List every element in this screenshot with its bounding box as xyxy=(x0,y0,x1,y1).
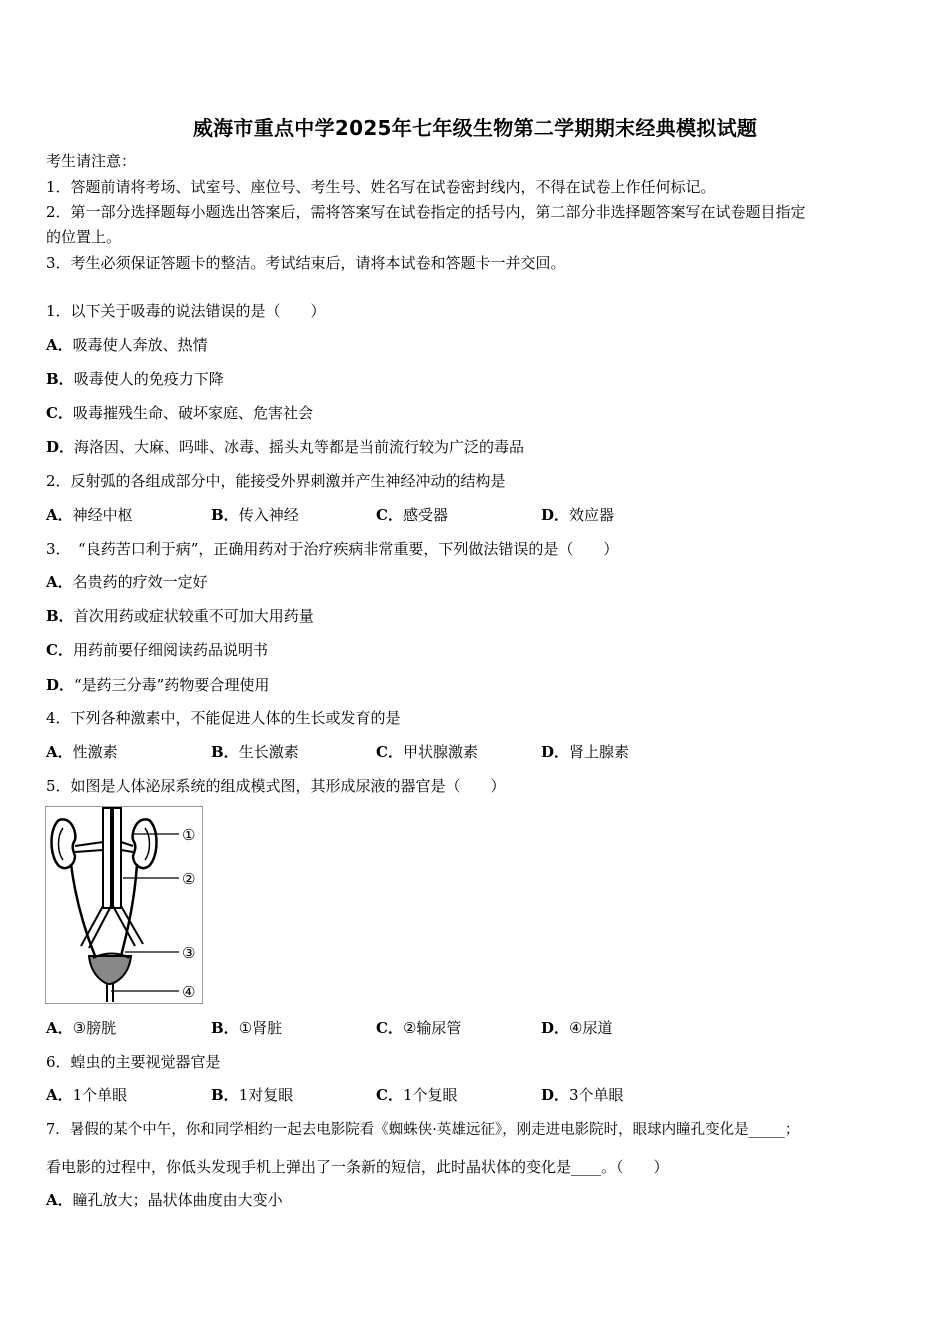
option-text: 性激素 xyxy=(72,743,118,761)
option-text: 神经中枢 xyxy=(72,506,133,524)
option-text: 3个单眼 xyxy=(569,1086,624,1104)
question-3-option-b xyxy=(46,607,314,625)
question-2-option-d xyxy=(541,506,706,524)
urinary-system-figure xyxy=(45,806,203,1004)
option-text: 1个复眼 xyxy=(402,1086,458,1104)
question-7-stem-line-2: 看电影的过程中，你低头发现手机上弹出了一条新的短信，此时晶状体的变化是____。（ ） xyxy=(46,1158,669,1176)
question-1-option-a xyxy=(46,336,208,354)
option-letter: A． xyxy=(46,506,73,524)
question-4-options xyxy=(46,743,926,761)
option-text: 效应器 xyxy=(569,506,615,524)
option-text: 用药前要仔细阅读药品说明书 xyxy=(72,641,268,659)
question-7-stem-line-1: 7．暑假的某个中午，你和同学相约一起去电影院看《蜘蛛侠·英雄远征》，刚走进电影院时，眼球内瞳孔变化是_____； xyxy=(46,1122,800,1138)
option-letter: C． xyxy=(376,743,403,761)
option-text: 传入神经 xyxy=(238,506,299,524)
option-letter: C． xyxy=(376,506,403,524)
option-letter: B． xyxy=(211,1086,239,1104)
option-letter: A． xyxy=(46,1019,73,1037)
notice-item-1: 1．答题前请将考场、试室号、座位号、考生号、姓名写在试卷密封线内，不得在试卷上作任何标记。 xyxy=(46,178,716,196)
question-4-option-c xyxy=(376,743,541,761)
option-letter: B． xyxy=(46,607,74,625)
option-letter: A． xyxy=(46,336,73,354)
question-1-option-d xyxy=(46,438,524,456)
option-letter: C． xyxy=(46,641,73,659)
option-letter: D． xyxy=(541,1086,570,1104)
option-letter: A． xyxy=(46,573,73,591)
question-4-option-a xyxy=(46,743,211,761)
question-4-option-b xyxy=(211,743,376,761)
option-letter: B． xyxy=(211,1019,239,1037)
option-letter: C． xyxy=(376,1086,403,1104)
notice-item-2-cont: 的位置上。 xyxy=(46,228,122,246)
option-text: ②输尿管 xyxy=(402,1019,462,1037)
question-1-option-b xyxy=(46,370,224,388)
option-text: 吸毒摧残生命、破坏家庭、危害社会 xyxy=(72,404,313,422)
question-2-stem: 2．反射弧的各组成部分中，能接受外界刺激并产生神经冲动的结构是 xyxy=(46,472,506,490)
option-text: 肾上腺素 xyxy=(569,743,630,761)
figure-label-2: ② xyxy=(182,870,196,888)
option-text: 甲状腺激素 xyxy=(402,743,478,761)
question-5-option-c xyxy=(376,1019,541,1037)
figure-label-1: ① xyxy=(182,826,196,844)
option-letter: D． xyxy=(541,506,570,524)
question-3-option-c xyxy=(46,641,268,659)
option-text: 瞳孔放大；晶状体曲度由大变小 xyxy=(72,1191,283,1209)
figure-label-4: ④ xyxy=(182,983,196,1001)
option-text: 首次用药或症状较重不可加大用药量 xyxy=(73,607,314,625)
option-text: ④尿道 xyxy=(569,1019,613,1037)
option-letter: B． xyxy=(46,370,74,388)
option-text: 海洛因、大麻、吗啡、冰毒、摇头丸等都是当前流行较为广泛的毒品 xyxy=(74,438,525,456)
question-5-option-a xyxy=(46,1019,211,1037)
option-letter: C． xyxy=(376,1019,403,1037)
option-text: 感受器 xyxy=(402,506,448,524)
question-6-option-d xyxy=(541,1086,706,1104)
question-3-option-d xyxy=(46,676,269,694)
option-text: ①肾脏 xyxy=(238,1019,283,1037)
option-letter: D． xyxy=(541,743,570,761)
option-letter: C． xyxy=(46,404,73,422)
question-2-options xyxy=(46,506,926,524)
question-6-option-b xyxy=(211,1086,376,1104)
option-letter: D． xyxy=(541,1019,570,1037)
option-text: 吸毒使人奔放、热情 xyxy=(72,336,208,354)
figure-label-3: ③ xyxy=(182,944,196,962)
question-3-stem: 3． “良药苦口利于病”，正确用药对于治疗疾病非常重要，下列做法错误的是（ ） xyxy=(46,540,619,558)
option-text: 吸毒使人的免疫力下降 xyxy=(73,370,224,388)
question-5-option-b xyxy=(211,1019,376,1037)
question-5-options xyxy=(46,1019,926,1037)
option-text: 名贵药的疗效一定好 xyxy=(72,573,208,591)
question-5-stem: 5．如图是人体泌尿系统的组成模式图，其形成尿液的器官是（ ） xyxy=(46,777,506,795)
option-letter: B． xyxy=(211,743,239,761)
question-4-option-d xyxy=(541,743,706,761)
question-6-options xyxy=(46,1086,926,1104)
notice-item-2: 2．第一部分选择题每小题选出答案后，需将答案写在试卷指定的括号内，第二部分非选择题答案写在试卷题目指定 xyxy=(46,203,806,221)
question-3-option-a xyxy=(46,573,208,591)
question-6-stem: 6．蝗虫的主要视觉器官是 xyxy=(46,1053,221,1071)
option-letter: D． xyxy=(46,676,75,694)
question-1-stem: 1．以下关于吸毒的说法错误的是（ ） xyxy=(46,302,326,320)
option-text: 1个单眼 xyxy=(72,1086,128,1104)
option-text: ③膀胱 xyxy=(72,1019,117,1037)
question-6-option-c xyxy=(376,1086,541,1104)
notice-item-3: 3．考生必须保证答题卡的整洁。考试结束后，请将本试卷和答题卡一并交回。 xyxy=(46,254,566,272)
option-letter: D． xyxy=(46,438,75,456)
question-2-option-b xyxy=(211,506,376,524)
option-text: “是药三分毒”药物要合理使用 xyxy=(74,676,270,694)
option-letter: A． xyxy=(46,1191,73,1209)
question-1-option-c xyxy=(46,404,313,422)
page-title: 威海市重点中学2025年七年级生物第二学期期末经典模拟试题 xyxy=(192,116,758,140)
question-4-stem: 4．下列各种激素中，不能促进人体的生长或发育的是 xyxy=(46,709,401,727)
question-2-option-c xyxy=(376,506,541,524)
option-text: 生长激素 xyxy=(238,743,299,761)
question-7-option-a xyxy=(46,1191,283,1209)
option-letter: A． xyxy=(46,1086,73,1104)
question-5-option-d xyxy=(541,1019,706,1037)
notice-heading: 考生请注意： xyxy=(46,152,137,170)
question-6-option-a xyxy=(46,1086,211,1104)
option-letter: A． xyxy=(46,743,73,761)
question-2-option-a xyxy=(46,506,211,524)
option-letter: B． xyxy=(211,506,239,524)
option-text: 1对复眼 xyxy=(238,1086,294,1104)
